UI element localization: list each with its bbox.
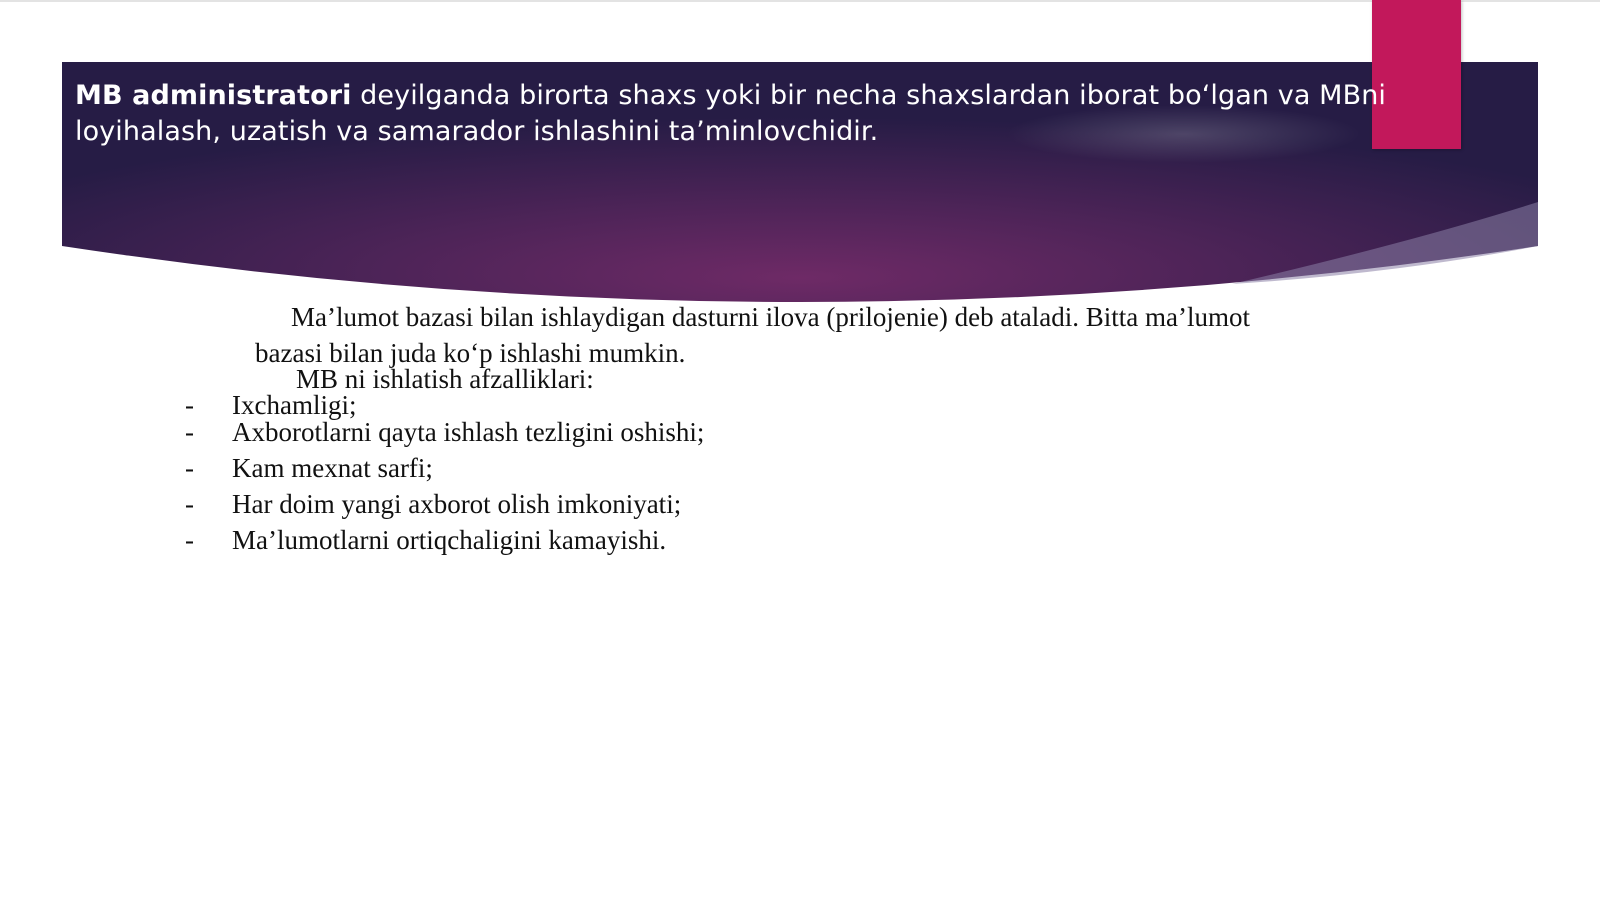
list-item-text: Ma’lumotlarni ortiqchaligini kamayishi. <box>232 525 667 555</box>
bullet-marker: - <box>185 525 194 555</box>
bullet-marker: - <box>185 489 194 519</box>
top-divider <box>0 0 1600 2</box>
bullet-marker: - <box>185 417 194 447</box>
bullet-marker: - <box>185 390 194 420</box>
subheading: MB ni ishlatish afzalliklari: <box>296 364 594 394</box>
title-bold: MB administratori <box>75 80 352 111</box>
list-item-text: Ixchamligi; <box>232 390 357 420</box>
list-item-text: Axborotlarni qayta ishlash tezligini oshishi; <box>232 417 705 447</box>
paragraph-line-1: Ma’lumot bazasi bilan ishlaydigan dasturni ilova (prilojenie) deb ataladi. Bitta ma’lumot <box>291 302 1251 332</box>
bullet-marker: - <box>185 453 194 483</box>
slide-title <box>75 78 1415 150</box>
title-rest: deyilganda birorta shaxs yoki bir necha shaxslardan iborat bo‘lgan va MBni loyihalash, uzatish va samarador ishlashini ta’minlovchidir. <box>75 80 1387 147</box>
list-item-text: Har doim yangi axborot olish imkoniyati; <box>232 489 682 519</box>
paragraph-line-2: bazasi bilan juda ko‘p ishlashi mumkin. <box>255 338 686 368</box>
list-item-text: Kam mexnat sarfi; <box>232 453 433 483</box>
